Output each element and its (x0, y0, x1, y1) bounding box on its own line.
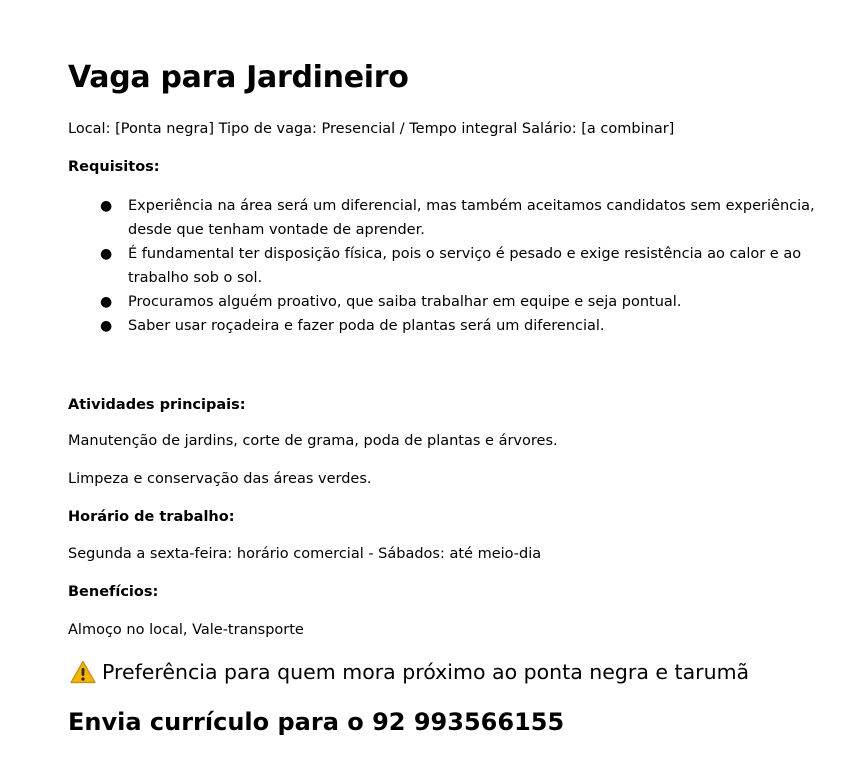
bullet-icon: ● (100, 294, 113, 310)
list-item-text: Procuramos alguém proativo, que saiba trabalhar em equipe e seja pontual. (128, 294, 682, 310)
beneficios-text: Almoço no local, Vale-transporte (68, 622, 304, 638)
list-item (68, 242, 838, 290)
requisitos-list (68, 194, 838, 338)
atividades-line-2: Limpeza e conservação das áreas verdes. (68, 471, 372, 487)
page-title: Vaga para Jardineiro (68, 60, 409, 95)
preferencia-text: Preferência para quem mora próximo ao ponta negra e tarumã (102, 660, 750, 684)
bullet-icon: ● (100, 318, 113, 334)
job-info-line: Local: [Ponta negra] Tipo de vaga: Presencial / Tempo integral Salário: [a combinar] (68, 121, 675, 137)
atividades-line-1: Manutenção de jardins, corte de grama, poda de plantas e árvores. (68, 433, 558, 449)
beneficios-heading: Benefícios: (68, 584, 159, 600)
atividades-heading: Atividades principais: (68, 397, 246, 413)
bullet-icon: ● (100, 198, 113, 214)
list-item (68, 194, 838, 242)
list-item-text: É fundamental ter disposição física, pois o serviço é pesado e exige resistência ao calor e ao trabalho sob o sol. (128, 246, 802, 286)
list-item (68, 314, 838, 338)
bullet-icon: ● (100, 246, 113, 262)
warning-icon (70, 660, 96, 684)
preferencia-line (70, 660, 749, 684)
requisitos-heading: Requisitos: (68, 159, 160, 175)
horario-heading: Horário de trabalho: (68, 509, 235, 525)
contact-call-to-action: Envia currículo para o 92 993566155 (68, 708, 565, 736)
list-item-text: Saber usar roçadeira e fazer poda de plantas será um diferencial. (128, 318, 605, 334)
list-item (68, 290, 838, 314)
list-item-text: Experiência na área será um diferencial, mas também aceitamos candidatos sem experiência, desde que tenham vontade de aprender. (128, 198, 815, 238)
horario-text: Segunda a sexta-feira: horário comercial - Sábados: até meio-dia (68, 546, 542, 562)
